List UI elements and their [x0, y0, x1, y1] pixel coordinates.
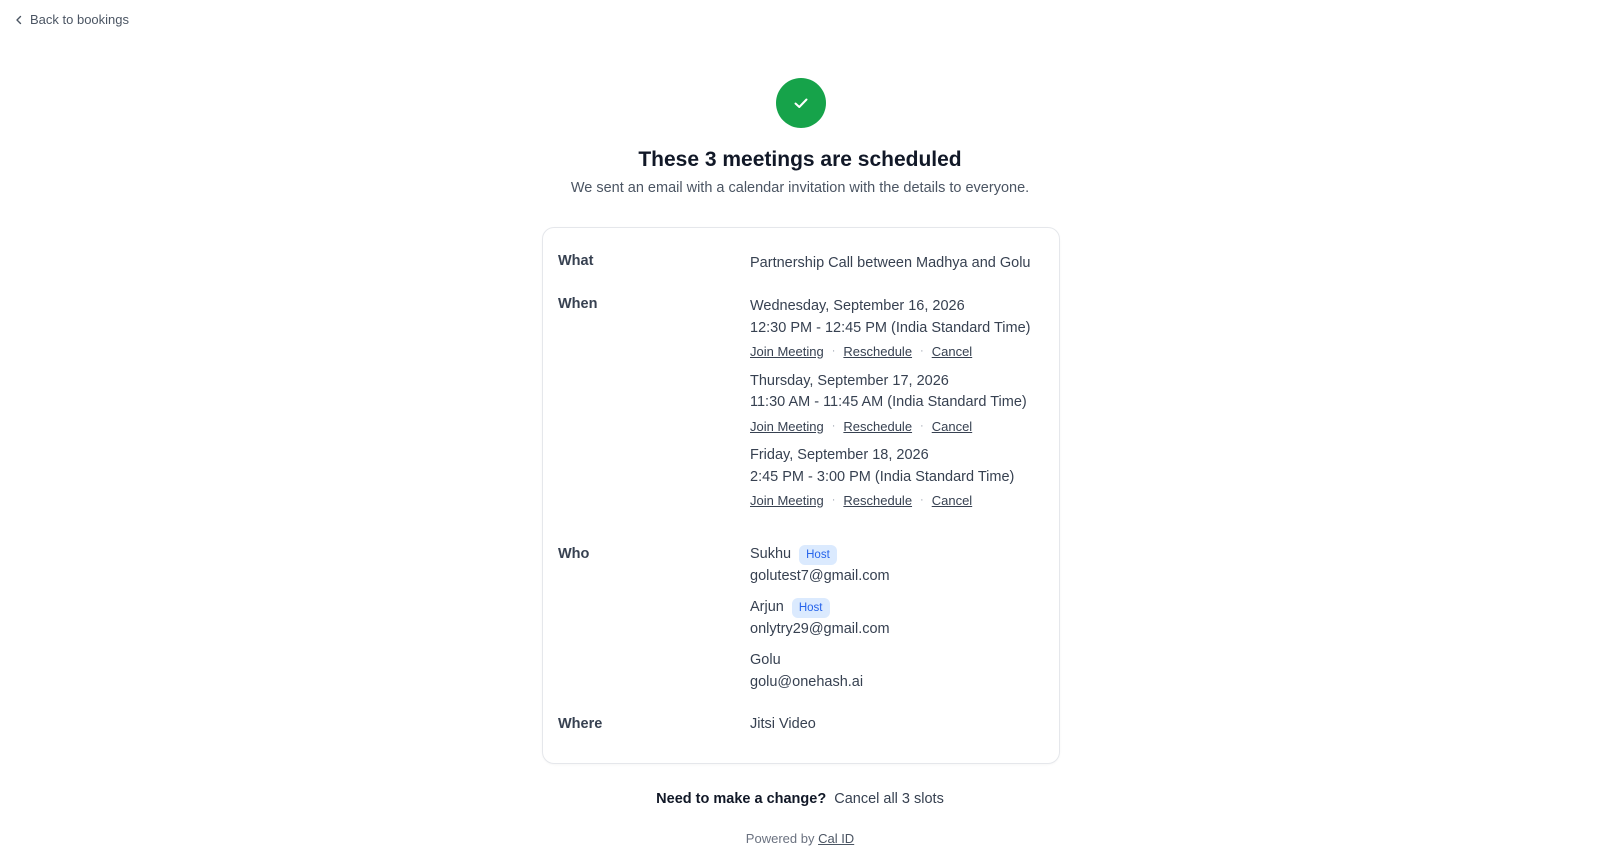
where-label: Where: [558, 716, 603, 732]
attendee-name-row: [750, 597, 890, 619]
join-meeting-link[interactable]: Join Meeting: [750, 493, 824, 508]
separator: ·: [831, 494, 836, 506]
back-to-bookings-link[interactable]: [14, 12, 129, 27]
reschedule-link[interactable]: Reschedule: [843, 493, 913, 508]
page-subtitle: We sent an email with a calendar invitation with the details to everyone.: [570, 180, 1030, 196]
reschedule-link[interactable]: Reschedule: [843, 418, 913, 434]
attendee-name: Golu: [750, 652, 781, 668]
attendee-name-row: [750, 544, 890, 566]
join-meeting-link[interactable]: Join Meeting: [750, 418, 824, 434]
host-badge: Host: [799, 545, 837, 565]
when-label: When: [558, 296, 598, 312]
back-to-bookings-label: Back to bookings: [30, 12, 130, 27]
check-icon: [791, 93, 811, 113]
separator: ·: [831, 419, 836, 432]
what-label: What: [558, 253, 594, 269]
slot-actions: [750, 490, 1030, 512]
slot-time: 12:30 PM - 12:45 PM (India Standard Time): [750, 319, 1031, 336]
separator: ·: [920, 345, 924, 357]
change-prompt: [0, 791, 1600, 807]
slot-date: Wednesday, September 16, 2026: [750, 298, 965, 314]
where-value: Jitsi Video: [750, 716, 816, 732]
attendee-email: onlytry29@gmail.com: [750, 620, 890, 637]
when-slots: [750, 296, 1030, 520]
cancel-link[interactable]: Cancel: [931, 493, 973, 508]
slot-actions: [750, 341, 1030, 363]
attendee-email: golutest7@gmail.com: [750, 567, 890, 584]
slot-item: [750, 296, 1030, 363]
attendee-item: [750, 597, 890, 640]
slot-date: Thursday, September 17, 2026: [750, 372, 949, 389]
what-value: Partnership Call between Madhya and Golu: [750, 255, 1031, 271]
reschedule-link[interactable]: Reschedule: [843, 344, 913, 359]
slot-time: 2:45 PM - 3:00 PM (India Standard Time): [750, 468, 1015, 485]
cancel-link[interactable]: Cancel: [931, 344, 973, 359]
attendee-list: [750, 544, 890, 703]
success-badge: [776, 78, 826, 128]
slot-time: 11:30 AM - 11:45 AM (India Standard Time): [750, 394, 1027, 410]
separator: ·: [920, 419, 924, 432]
attendee-name: Sukhu: [750, 546, 792, 562]
cancel-all-slots-button[interactable]: Cancel all 3 slots: [834, 791, 944, 807]
cancel-link[interactable]: Cancel: [931, 418, 973, 434]
powered-by: [0, 831, 1600, 846]
slot-item: [750, 371, 1030, 438]
chevron-left-icon: [14, 15, 24, 25]
brand-link[interactable]: Cal ID: [818, 831, 855, 846]
attendee-email: golu@onehash.ai: [750, 673, 864, 690]
separator: ·: [831, 345, 836, 357]
separator: ·: [920, 494, 924, 506]
join-meeting-link[interactable]: Join Meeting: [750, 344, 824, 359]
slot-item: [750, 445, 1030, 512]
page-title: These 3 meetings are scheduled: [638, 148, 962, 171]
attendee-item: [750, 544, 890, 587]
slot-actions: [750, 416, 1030, 438]
who-label: Who: [558, 546, 590, 562]
slot-date: Friday, September 18, 2026: [750, 447, 929, 463]
booking-details-card: [542, 227, 1060, 764]
attendee-name: Arjun: [750, 599, 784, 615]
attendee-item: [750, 650, 890, 693]
host-badge: Host: [792, 598, 830, 618]
powered-by-label: Powered by: [745, 831, 815, 846]
change-question: Need to make a change?: [656, 791, 827, 807]
